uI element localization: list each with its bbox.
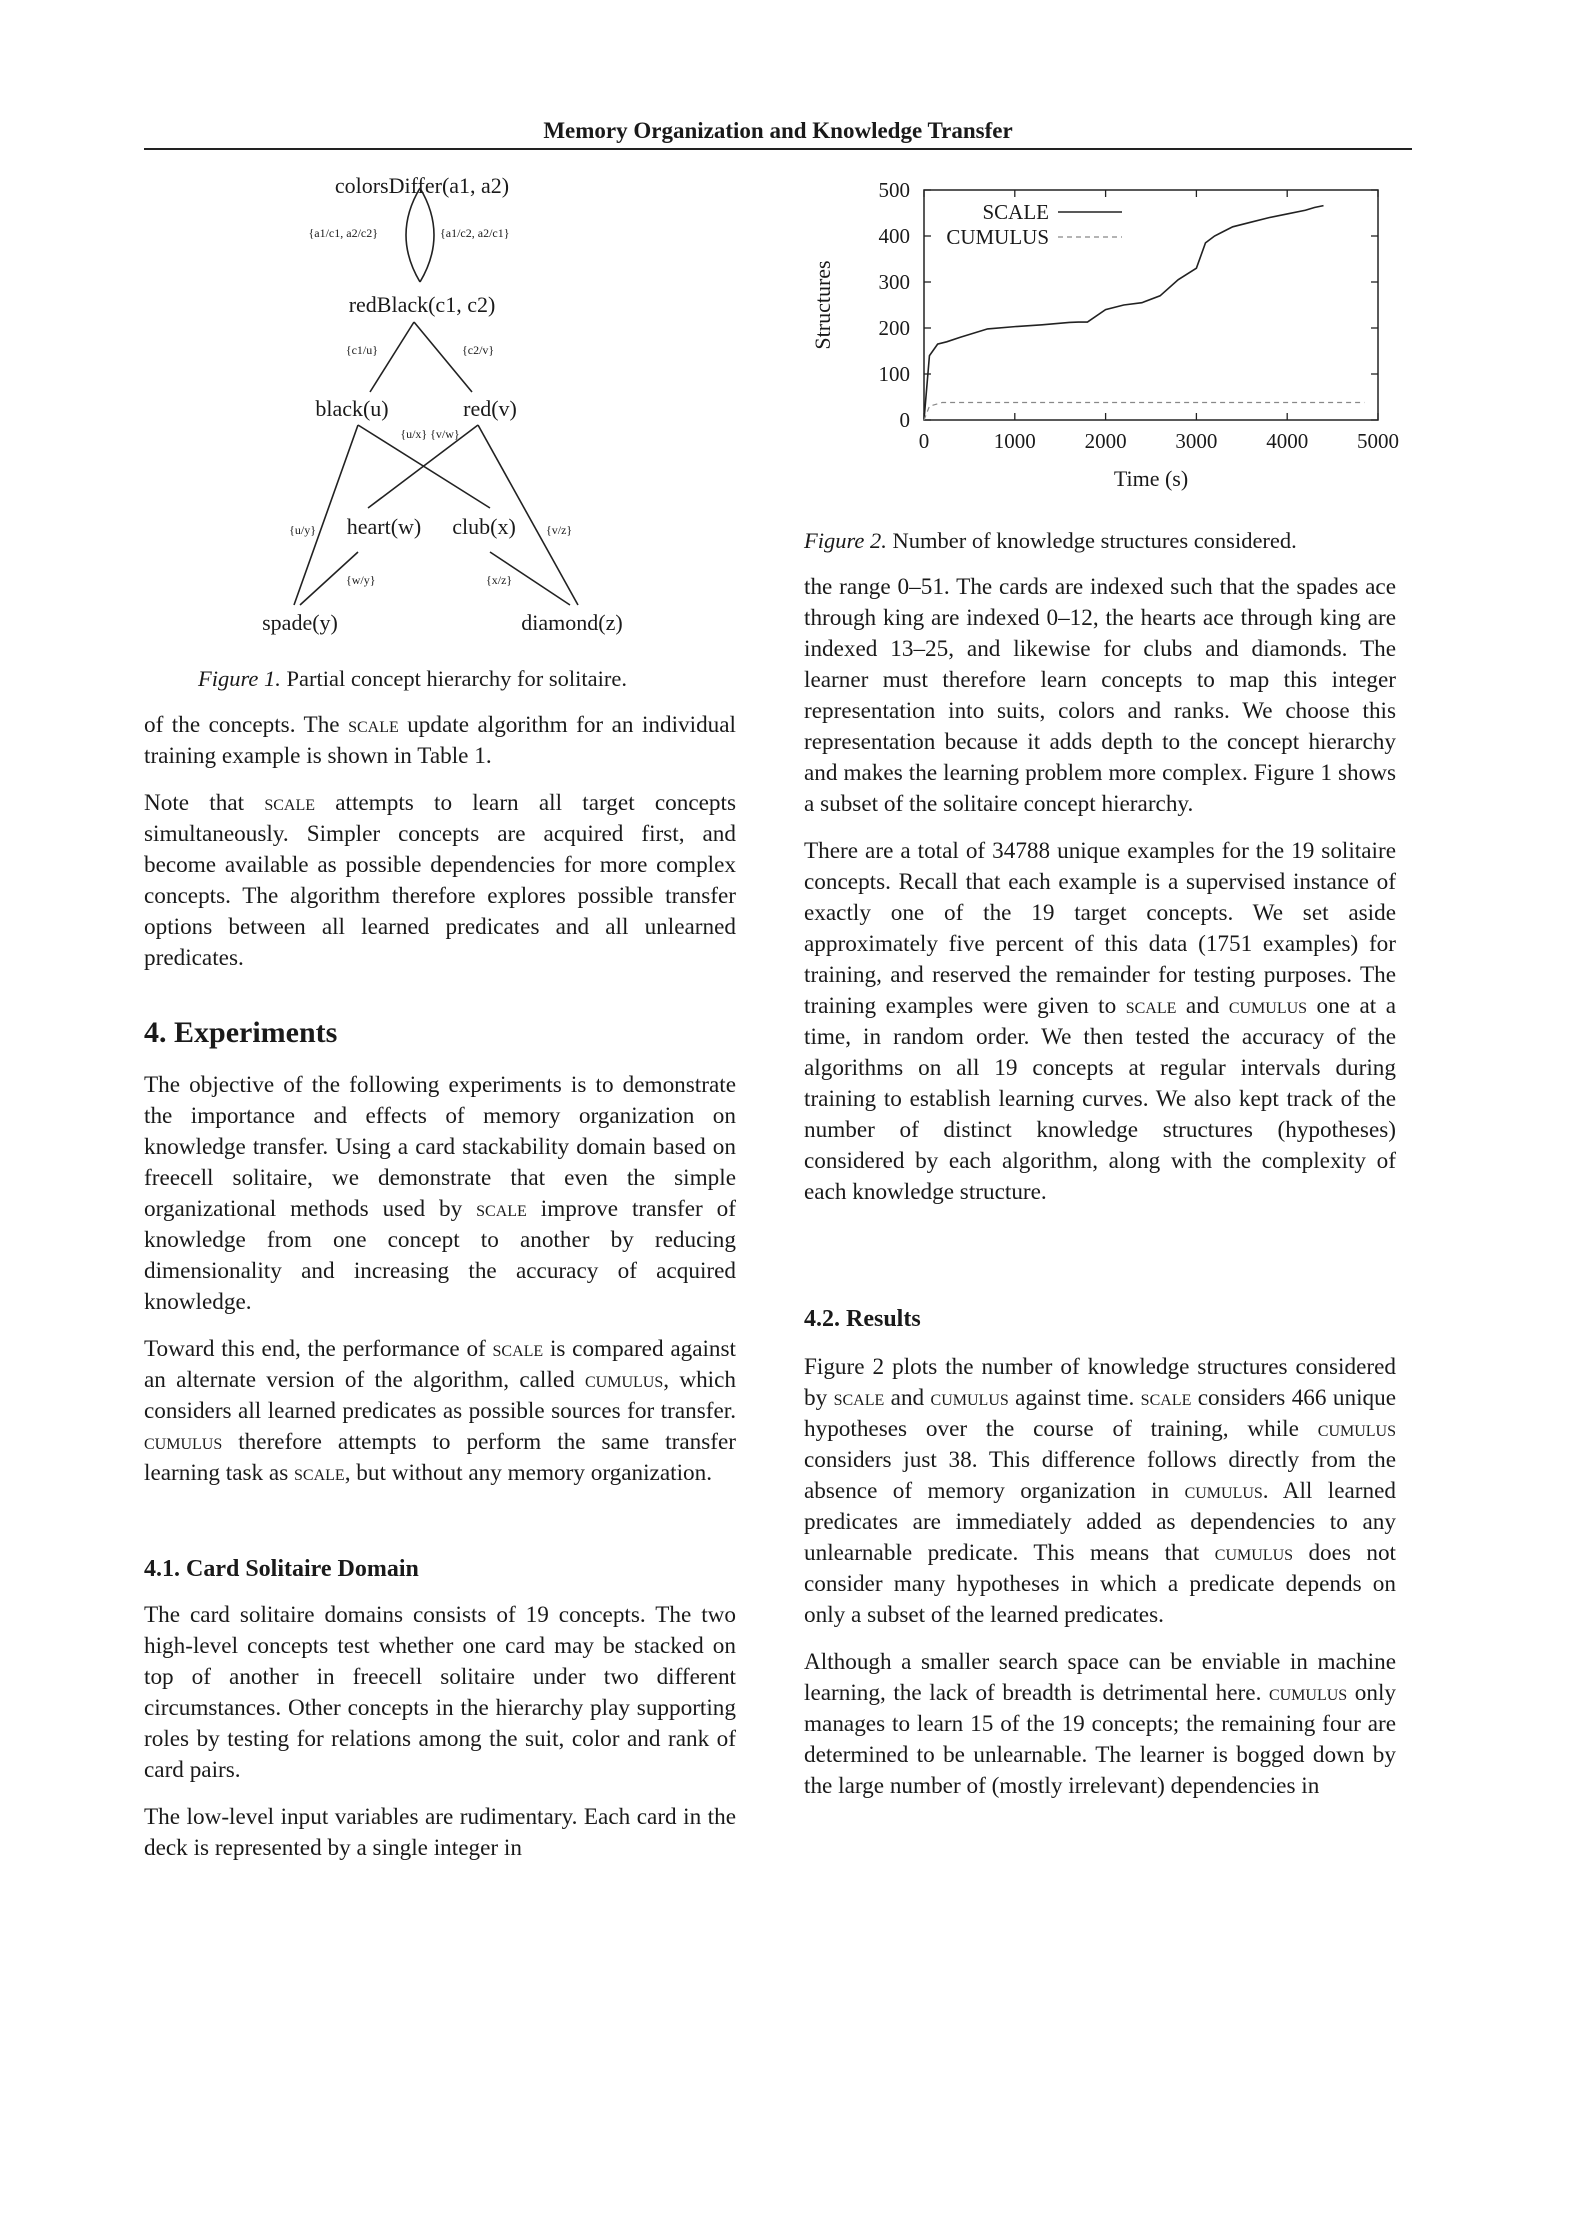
right-paragraph-4: Although a smaller search space can be enviable in machine learning, the lack of breadth is detrimental here. cumulus only manages to learn 15 of the 19 concepts; the remaining four are determined to be unlearnable. The learner is bogged down by the large number of (mostly irrelevant) dependencies in — [804, 1649, 1396, 1799]
right-paragraph-1: the range 0–51. The cards are indexed such that the spades ace through king are indexed 0–12, the hearts ace through king are indexed 13–25, and likewise for clubs and diamonds. The learner must therefore learn concepts to map this integer representation into suits, colors and ranks. We choose this representation because it adds depth to the concept hierarchy and makes the learning problem more complex. Figure 1 shows a subset of the solitaire concept hierarchy. — [804, 574, 1396, 817]
figure1-caption — [198, 666, 627, 692]
algorithm-name: cumulus — [144, 1429, 223, 1455]
algorithm-name: scale — [476, 1196, 527, 1222]
node-spade: spade(y) — [262, 610, 338, 635]
edge-redblack-black — [370, 322, 414, 392]
node-redblack: redBlack(c1, c2) — [348, 292, 496, 317]
left-paragraph-2: Note that scale attempts to learn all target concepts simultaneously. Simpler concepts are acquired first, and become available as possible dependencies for more complex concepts. The algorithm therefore explores possible transfer options between all learned predicates and all unlearned predicates. — [144, 790, 736, 971]
algorithm-name: cumulus — [930, 1385, 1009, 1411]
left-paragraph-3: The objective of the following experiments is to demonstrate the importance and effects of memory organization on knowledge transfer. Using a card stackability domain based on freecell solitaire, we demonstrate that even the simple organizational methods used by scale improve transfer of knowledge from one concept to another by reducing dimensionality and increasing the accuracy of acquired knowledge. — [144, 1072, 736, 1315]
left-paragraph-6: The low-level input variables are rudimentary. Each card in the deck is represented by a single integer in — [144, 1804, 736, 1861]
edge-label-a1c1-a2c2: {a1/c1, a2/c2} — [308, 226, 378, 240]
node-club: club(x) — [452, 514, 516, 539]
x-tick-label: 5000 — [1357, 429, 1399, 453]
edge-redblack-red — [414, 322, 472, 392]
algorithm-name: cumulus — [1214, 1540, 1294, 1566]
y-axis-label: Structures — [810, 260, 835, 350]
figure1-caption-text: Partial concept hierarchy for solitaire. — [286, 666, 628, 691]
x-tick-label: 1000 — [993, 429, 1036, 453]
edge-label-a1c2-a2c1: {a1/c2, a2/c1} — [440, 226, 510, 240]
y-tick-label: 500 — [878, 178, 910, 202]
right-paragraph-2: There are a total of 34788 unique examples for the 19 solitaire concepts. Recall that each example is a supervised instance of exactly one of the 19 target concepts. We set aside approximately five percent of this data (1751 examples) for training, and reserved the remainder for testing purposes. The training examples were given to scale and cumulus one at a time, in random order. We then tested the accuracy of the algorithms on all 19 concepts at regular intervals during training to establish learning curves. We also kept track of the number of distinct knowledge structures (hypotheses) considered by each algorithm, along with the complexity of each knowledge structure. — [804, 838, 1396, 1205]
algorithm-name: cumulus — [1184, 1478, 1263, 1504]
left-paragraph-4: Toward this end, the performance of scale is compared against an alternate version of the algorithm, called cumulus, which considers all learned predicates as possible sources for transfer. cumulus therefore attempts to perform the same transfer learning task as scale, but without any memory organization. — [144, 1336, 736, 1486]
edge-label-uy: {u/y} — [289, 523, 316, 537]
algorithm-name: scale — [348, 712, 399, 738]
left-column-top — [144, 710, 736, 990]
left-column-bottom — [144, 1600, 736, 1880]
x-tick-label: 4000 — [1266, 429, 1309, 453]
algorithm-name: scale — [492, 1336, 544, 1362]
left-paragraph-5: The card solitaire domains consists of 19 concepts. The two high-level concepts test whether one card may be stacked on top of another in freecell solitaire under two different circumstances. Other concepts in the hierarchy play supporting roles by testing for relations among the suit, color and rank of card pairs. — [144, 1602, 736, 1783]
algorithm-name: cumulus — [1317, 1416, 1396, 1442]
legend-label-cumulus: CUMULUS — [946, 225, 1049, 249]
y-tick-label: 0 — [899, 408, 910, 432]
algorithm-name: scale — [833, 1385, 885, 1411]
right-column-bottom — [804, 1352, 1396, 1818]
y-tick-label: 200 — [878, 316, 910, 340]
y-tick-label: 400 — [878, 224, 910, 248]
edge-label-c2v: {c2/v} — [462, 343, 495, 357]
node-colorsdiffer: colorsDiffer(a1, a2) — [334, 173, 510, 198]
y-tick-label: 300 — [878, 270, 910, 294]
edge-colorsdiffer-redblack-left — [406, 188, 420, 282]
algorithm-name: cumulus — [1228, 993, 1308, 1019]
x-axis-label: Time (s) — [1113, 466, 1189, 491]
x-tick-label: 0 — [918, 429, 930, 453]
algorithm-name: scale — [264, 790, 315, 816]
edge-label-vz: {v/z} — [546, 523, 573, 537]
x-tick-label: 3000 — [1175, 429, 1218, 453]
figure2-caption-label: Figure 2. — [804, 528, 887, 553]
edge-label-ux-vw: {u/x} {v/w} — [400, 427, 460, 441]
x-tick-label: 2000 — [1084, 429, 1127, 453]
edge-colorsdiffer-redblack-right — [420, 188, 434, 282]
series-line-cumulus — [924, 403, 1364, 420]
algorithm-name: scale — [1140, 1385, 1192, 1411]
right-column-top — [804, 572, 1396, 1224]
left-paragraph-1: of the concepts. The scale update algorithm for an individual training example is shown in Table 1. — [144, 712, 736, 769]
figure1-caption-label: Figure 1. — [198, 666, 281, 691]
algorithm-name: scale — [1125, 993, 1177, 1019]
header-rule — [144, 148, 1412, 150]
algorithm-name: cumulus — [585, 1367, 664, 1393]
algorithm-name: scale — [294, 1460, 345, 1486]
legend-label-scale: SCALE — [982, 200, 1049, 224]
right-paragraph-3: Figure 2 plots the number of knowledge structures considered by scale and cumulus against time. scale considers 466 unique hypotheses over the course of training, while cumulus considers just 38. This difference follows directly from the absence of memory organization in cumulus. All learned predicates are immediately added as dependencies to any unlearnable predicate. This means that cumulus does not consider many hypotheses in which a predicate depends on only a subset of the learned predicates. — [804, 1354, 1397, 1628]
running-head: Memory Organization and Knowledge Transfer — [543, 118, 1013, 143]
subsection-heading-card-solitaire: 4.1. Card Solitaire Domain — [144, 1556, 419, 1582]
node-diamond: diamond(z) — [521, 610, 623, 635]
subsection-heading-results: 4.2. Results — [804, 1306, 921, 1332]
node-black: black(u) — [315, 396, 389, 421]
y-tick-label: 100 — [878, 362, 910, 386]
edge-label-wy: {w/y} — [346, 573, 376, 587]
left-column-middle — [144, 1070, 736, 1505]
node-red: red(v) — [463, 396, 517, 421]
algorithm-name: cumulus — [1268, 1680, 1348, 1706]
figure1-concept-hierarchy — [240, 165, 660, 640]
figure2-chart — [800, 170, 1412, 500]
node-heart: heart(w) — [346, 514, 422, 539]
figure2-caption-text: Number of knowledge structures considered. — [892, 528, 1297, 553]
edge-label-xz: {x/z} — [486, 573, 513, 587]
edge-label-c1u: {c1/u} — [345, 343, 378, 357]
section-heading-experiments: 4. Experiments — [144, 1016, 338, 1049]
figure2-caption — [804, 528, 1297, 554]
